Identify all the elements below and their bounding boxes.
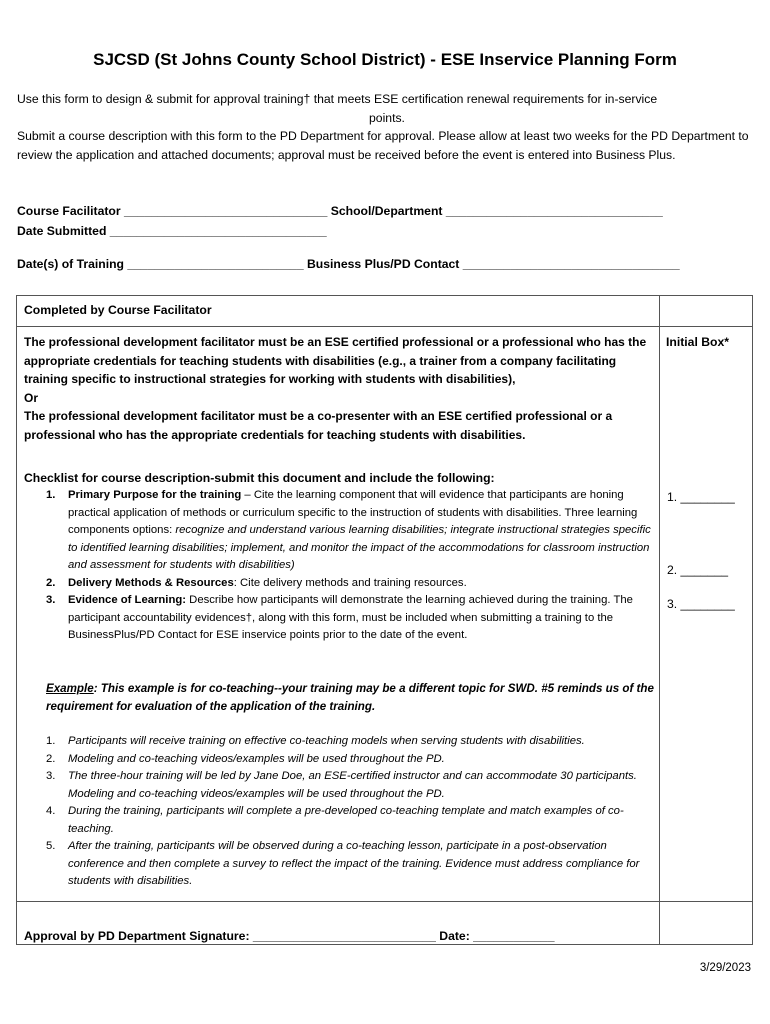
requirement-a: The professional development facilitator must be an ESE certified professional or a professional who has the appropriate credentials for teaching students with disabilities (e.g., a trainer from a company facilitating training specific to instructional strategies for working with students with disabilities),: [24, 335, 647, 386]
intro-line-1b: points.: [369, 110, 405, 125]
example-number: 5.: [46, 840, 56, 852]
intro-line-1: Use this form to design & submit for approval training† that meets ESE certification renewal requirements for in-service: [17, 92, 658, 106]
checklist-label: Primary Purpose for the training: [68, 489, 242, 501]
table-row-divider: [16, 326, 753, 327]
approval-line[interactable]: Approval by PD Department Signature: ___________________________ Date: ____________: [24, 929, 555, 943]
checklist-number: 2.: [46, 576, 56, 589]
table-row-divider: [16, 901, 753, 902]
example-number: 1.: [46, 735, 56, 747]
checklist-item: [16, 575, 654, 593]
table-column-divider: [659, 295, 660, 945]
example-intro: [46, 680, 658, 716]
or-label: Or: [24, 390, 39, 405]
footer-date: 3/29/2023: [699, 962, 751, 974]
checklist-italic: recognize and understand various learning disabilities; integrate instructional strategies specific to identified learning disabilities; implement, and monitor the impact of the accommodations for classroom instruction and assessment for students with disabilities): [68, 524, 651, 571]
checklist-label: Delivery Methods & Resources: [68, 576, 234, 589]
example-item-text: The three-hour training will be led by Jane Doe, an ESE-certified instructor and can accommodate 30 participants. Modeling and co-teaching videos/examples will be used throughout the PD.: [68, 770, 637, 800]
example-label: Example: [46, 682, 94, 695]
example-item-text: Participants will receive training on effective co-teaching models when serving students with disabilities.: [68, 735, 585, 747]
initial-box-label: Initial Box*: [666, 335, 729, 349]
example-item-text: Modeling and co-teaching videos/examples will be used throughout the PD.: [68, 752, 445, 765]
checklist-label: Evidence of Learning:: [68, 594, 187, 606]
requirement-block: [24, 333, 656, 444]
checklist-text: : Cite delivery methods and training resources.: [233, 576, 467, 589]
example-item: [16, 751, 656, 769]
date-submitted-field[interactable]: Date Submitted ________________________________: [17, 224, 327, 238]
initial-blank-1[interactable]: 1. ________: [667, 490, 735, 504]
example-item: [16, 803, 656, 838]
checklist: [16, 487, 654, 645]
checklist-text: – Cite the learning component that will evidence that participants are honing practical application of methods or curriculum specific to the instruction of students with disabilities. Three learning components options:: [68, 489, 638, 536]
requirement-b: The professional development facilitator must be a co-presenter with an ESE certified professional or a professional who has the appropriate credentials for teaching students with disabilities.: [24, 409, 613, 442]
example-item: [16, 838, 656, 891]
example-item-text: During the training, participants will complete a pre-developed co-teaching template and match examples of co-teaching.: [68, 805, 624, 835]
table-header: Completed by Course Facilitator: [24, 303, 212, 317]
checklist-number: 1.: [46, 489, 56, 501]
training-dates-field[interactable]: Date(s) of Training __________________________ Business Plus/PD Contact ________________________________: [17, 257, 680, 271]
form-title: SJCSD (St Johns County School District) - ESE Inservice Planning Form: [93, 50, 677, 69]
initial-blank-2[interactable]: 2. _______: [667, 563, 728, 577]
checklist-number: 3.: [46, 594, 56, 606]
intro-paragraph-2: Submit a course description with this form to the PD Department for approval. Please allow at least two weeks for the PD Department to review the application and attached documents; approval must be received before the event is entered into Business Plus.: [17, 129, 749, 162]
example-number: 4.: [46, 805, 56, 817]
checklist-item: [16, 487, 654, 575]
example-list: [16, 733, 656, 891]
checklist-text: Describe how participants will demonstrate the learning achieved during the training. The participant accountability evidences†, along with this form, must be included when submitting a training to the BusinessPlus/PD Contact for ESE inservice points prior to the date of the event.: [68, 594, 633, 641]
checklist-item: [16, 592, 654, 645]
example-item: [16, 768, 656, 803]
intro-text: [17, 90, 757, 164]
example-number: 3.: [46, 770, 56, 782]
example-text: : This example is for co-teaching--your training may be a different topic for SWD. #5 reminds us of the requirement for evaluation of the application of the training.: [46, 682, 654, 713]
initial-blank-3[interactable]: 3. ________: [667, 597, 735, 611]
example-item-text: After the training, participants will be observed during a co-teaching lesson, participate in a post-observation conference and then complete a survey to reflect the impact of the training. Evidence must address compliance for students with disabilities.: [68, 840, 640, 887]
checklist-title: Checklist for course description-submit this document and include the following:: [24, 471, 495, 485]
example-item: [16, 733, 656, 751]
facilitator-field[interactable]: Course Facilitator ______________________________ School/Department ________________________________: [17, 204, 663, 218]
example-number: 2.: [46, 752, 56, 765]
